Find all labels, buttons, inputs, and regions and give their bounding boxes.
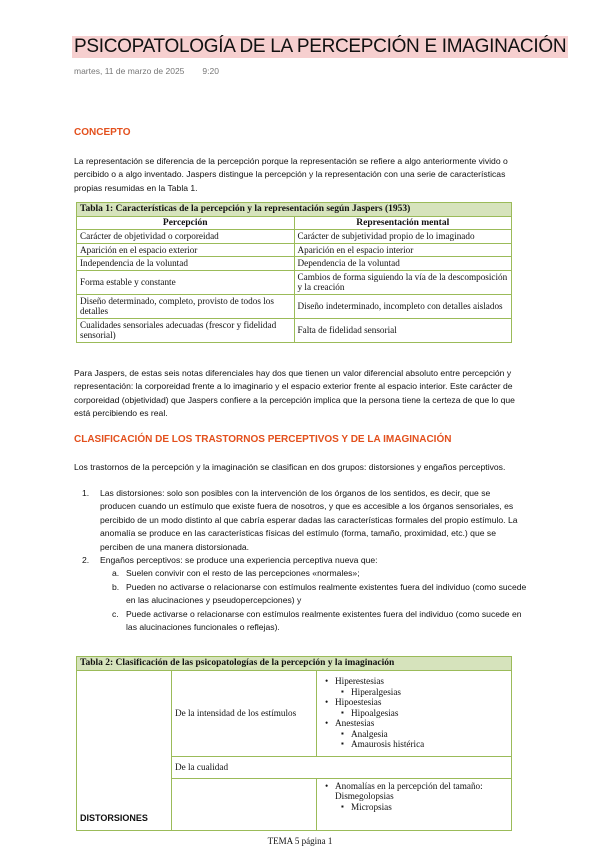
list-number: c. <box>112 608 119 619</box>
table-row <box>77 318 512 342</box>
table-cell <box>317 670 512 756</box>
table-cell: Forma estable y constante <box>77 270 295 294</box>
table-caption: Tabla 2: Clasificación de las psicopatologías de la percepción y la imaginación <box>77 657 512 671</box>
classification-list <box>82 487 528 634</box>
table-header: Percepción <box>77 216 295 230</box>
table-row <box>77 270 512 294</box>
section-heading-clasificacion: CLASIFICACIÓN DE LOS TRASTORNOS PERCEPTIVOS Y DE LA IMAGINACIÓN <box>74 434 452 445</box>
paragraph-intro: Los trastornos de la percepción y la imaginación se clasifican en dos grupos: distorsiones y engaños perceptivos. <box>74 462 506 472</box>
table-row <box>77 230 512 244</box>
list-item: • Hipoestesias <box>323 697 505 708</box>
list-number: b. <box>112 581 120 592</box>
table-cell: Carácter de subjetividad propio de lo imaginado <box>294 230 512 244</box>
table-caption: Tabla 1: Características de la percepción y la representación según Jaspers (1953) <box>77 203 512 217</box>
list-item <box>114 608 528 635</box>
table-cell: De la cualidad <box>172 756 512 778</box>
page-title: PSICOPATOLOGÍA DE LA PERCEPCIÓN E IMAGINACIÓN <box>74 36 567 57</box>
time-text: 9:20 <box>202 66 219 76</box>
table-2 <box>76 656 512 831</box>
list-number: 2. <box>82 555 90 566</box>
list-text: Las distorsiones: solo son posibles con la intervención de los órganos de los sentidos, es decir, que se producen cuando un estímulo que existe fuera de nosotros, y que es accesible a los órganos sensoriales, es percibido de un modo distinto al que cabría esperar dadas las características formales del propio estímulo. La anomalía se produce en las características físicas del estímulo (forma, tamaño, proximidad, etc.) que se perciben de una manera distorsionada. <box>100 488 518 552</box>
list-number: a. <box>112 568 120 579</box>
list-item <box>82 554 528 634</box>
list-text: Suelen convivir con el resto de las percepciones «normales»; <box>126 568 360 579</box>
table-cell: Dependencia de la voluntad <box>294 257 512 271</box>
list-number: 1. <box>82 488 90 498</box>
list-item <box>114 567 528 580</box>
table-cell: Independencia de la voluntad <box>77 257 295 271</box>
list-item: ▪ Micropsias <box>323 802 505 813</box>
section-heading-concepto: CONCEPTO <box>74 127 131 138</box>
timestamp <box>74 66 237 76</box>
list-item: ▪ Hiperalgesias <box>323 687 505 698</box>
table-cell: Carácter de objetividad o corporeidad <box>77 230 295 244</box>
table-group-label: DISTORSIONES <box>77 670 172 830</box>
table-row <box>77 670 512 756</box>
list-item: ▪ Analgesia <box>323 729 505 740</box>
table-cell: Diseño indeterminado, incompleto con detalles aislados <box>294 294 512 318</box>
list-item: • Hiperestesias <box>323 676 505 687</box>
table-row <box>77 257 512 271</box>
table-cell <box>172 778 317 830</box>
table-1 <box>76 202 512 343</box>
list-text: Engaños perceptivos: se produce una experiencia perceptiva nueva que: <box>100 555 378 566</box>
table-header: Representación mental <box>294 216 512 230</box>
page-footer: TEMA 5 página 1 <box>267 836 333 846</box>
table-cell: Cualidades sensoriales adecuadas (frescor y fidelidad sensorial) <box>77 318 295 342</box>
list-item: ▪ Amaurosis histérica <box>323 739 505 750</box>
table-cell: Diseño determinado, completo, provisto de todos los detalles <box>77 294 295 318</box>
list-item: • Anestesias <box>323 718 505 729</box>
list-item <box>114 581 528 608</box>
list-text: Pueden no activarse o relacionarse con estímulos realmente existentes fuera del individuo (como sucede en las alucinaciones y pseudopercepciones) y <box>126 581 527 606</box>
paragraph-jaspers: Para Jaspers, de estas seis notas diferenciales hay dos que tienen un valor diferencial absoluto entre percepción y representación: la corporeidad frente a lo imaginario y el espacio exterior frente al espacio interior. Este carácter de corporeidad (objetividad) que Jaspers confiere a la percepción implica que la persona tiene la certeza de que lo que está percibiendo es real. <box>74 368 515 419</box>
table-row <box>77 243 512 257</box>
list-item: ▪ Hipoalgesias <box>323 708 505 719</box>
table-cell: De la intensidad de los estímulos <box>172 670 317 756</box>
table-row <box>77 294 512 318</box>
table-cell: Aparición en el espacio exterior <box>77 243 295 257</box>
table-cell: Aparición en el espacio interior <box>294 243 512 257</box>
list-text: Puede activarse o relacionarse con estímulos realmente existentes fuera del individuo (como sucede en las alucinaciones funcionales o reflejas). <box>126 608 522 633</box>
sub-list <box>100 567 528 634</box>
table-cell: Cambios de forma siguiendo la vía de la descomposición y la creación <box>294 270 512 294</box>
paragraph-concepto: La representación se diferencia de la percepción porque la representación se refiere a algo anteriormente vivido o percibido o a algo inventado. Jaspers distingue la percepción y la representación con una serie de características propias resumidas en la Tabla 1. <box>74 156 508 193</box>
date-text: martes, 11 de marzo de 2025 <box>74 66 185 76</box>
list-item: • Anomalías en la percepción del tamaño: Dismegolopsias <box>323 781 505 802</box>
table-cell <box>317 778 512 830</box>
list-item <box>82 487 528 554</box>
table-cell: Falta de fidelidad sensorial <box>294 318 512 342</box>
